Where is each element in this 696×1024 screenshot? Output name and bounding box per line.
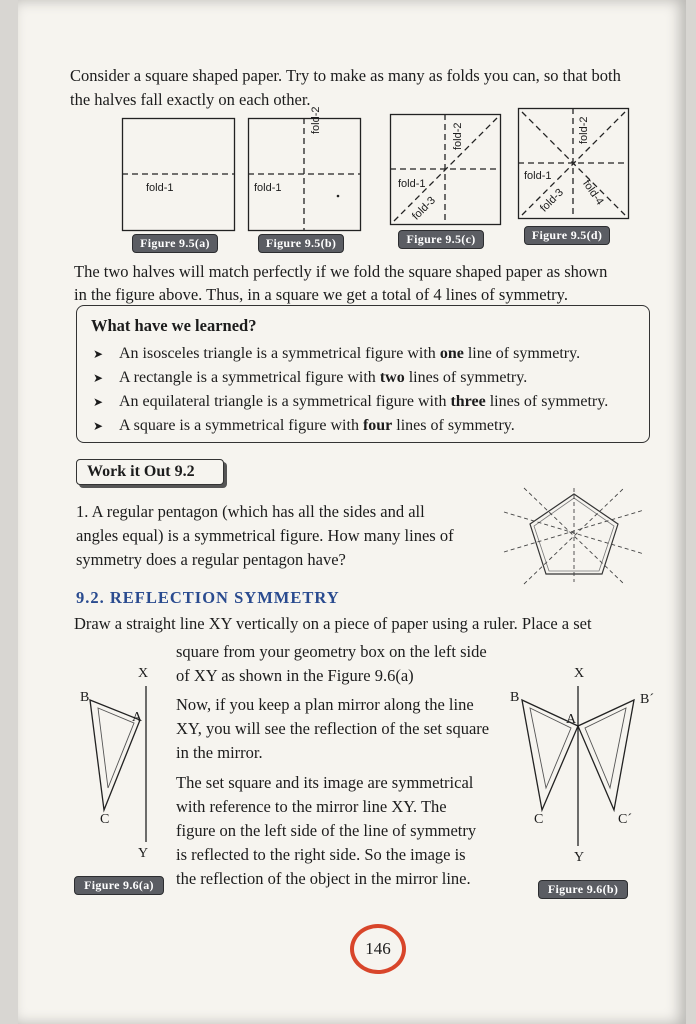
fold-label: fold-1 — [254, 182, 282, 194]
figure-label: Figure 9.5(c) — [398, 230, 484, 249]
learned-item: ➤ An equilateral triangle is a symmetrical figure with three lines of symmetry. — [93, 391, 608, 413]
para-line: Now, if you keep a plan mirror along the line — [176, 695, 474, 714]
figure-label: Figure 9.5(a) — [132, 234, 218, 253]
label-x: X — [138, 666, 149, 681]
square-d-drawing — [518, 108, 630, 220]
figure-label: Figure 9.6(b) — [538, 880, 628, 899]
arrow-bullet-icon: ➤ — [93, 371, 104, 385]
square-a-drawing — [122, 118, 236, 234]
para-line: figure on the left side of the line of symmetry — [176, 821, 477, 840]
label-c-prime: C´ — [618, 812, 632, 827]
learned-item: ➤ An isosceles triangle is a symmetrical figure with one line of symmetry. — [93, 343, 580, 365]
arrow-bullet-icon: ➤ — [93, 419, 104, 433]
para-line: in the mirror. — [176, 743, 263, 762]
learned-item: ➤ A rectangle is a symmetrical figure with two lines of symmetry. — [93, 367, 527, 389]
fold-label: fold-1 — [398, 178, 426, 190]
para-line: the reflection of the object in the mirror line. — [176, 869, 471, 888]
intro-line-1: Consider a square shaped paper. Try to make as many as folds you can, so that both — [70, 66, 621, 85]
label-x: X — [574, 666, 585, 681]
figure-label: Figure 9.6(a) — [74, 876, 164, 895]
work-it-out-heading: Work it Out 9.2 — [76, 459, 224, 485]
page-number: 146 — [350, 924, 406, 974]
para-line: XY, you will see the reflection of the set square — [176, 719, 490, 738]
para-line: of XY as shown in the Figure 9.6(a) — [176, 666, 414, 685]
square-c-drawing — [390, 114, 502, 226]
learned-box — [76, 305, 650, 443]
summary-line-2: in the figure above. Thus, in a square we get a total of 4 lines of symmetry. — [74, 285, 568, 304]
label-c: C — [534, 812, 544, 827]
label-b-prime: B´ — [640, 692, 654, 707]
pentagon-diagram — [504, 488, 644, 584]
fold-label: fold-3 — [538, 186, 566, 215]
arrow-bullet-icon: ➤ — [93, 347, 104, 361]
fold-label: fold-3 — [410, 194, 438, 223]
section-line-1: Draw a straight line XY vertically on a piece of paper using a ruler. Place a set — [74, 614, 592, 633]
textbook-page — [18, 0, 686, 1024]
section-heading: 9.2. REFLECTION SYMMETRY — [76, 588, 340, 607]
figure-label: Figure 9.5(b) — [258, 234, 344, 253]
square-b-drawing — [248, 118, 362, 234]
fold-label: fold-1 — [524, 170, 552, 182]
figure-label: Figure 9.5(d) — [524, 226, 610, 245]
set-square-drawing — [84, 686, 164, 846]
arrow-bullet-icon: ➤ — [93, 395, 104, 409]
fold-label: fold-4 — [580, 178, 606, 208]
fold-label: fold-2 — [578, 116, 590, 144]
fold-label: fold-2 — [452, 122, 464, 150]
label-c: C — [100, 812, 110, 827]
learned-item: ➤ A square is a symmetrical figure with four lines of symmetry. — [93, 415, 515, 437]
label-a: A — [566, 712, 577, 727]
para-line: is reflected to the right side. So the image is — [176, 845, 466, 864]
para-line: with reference to the mirror line XY. The — [176, 797, 447, 816]
label-b: B — [510, 690, 520, 705]
para-line: square from your geometry box on the left side — [176, 642, 487, 661]
question-line-1: 1. A regular pentagon (which has all the sides and all — [76, 502, 425, 521]
question-line-2: angles equal) is a symmetrical figure. How many lines of — [76, 526, 454, 545]
label-y: Y — [574, 850, 585, 865]
summary-line-1: The two halves will match perfectly if we fold the square shaped paper as shown — [74, 262, 608, 281]
question-line-3: symmetry does a regular pentagon have? — [76, 550, 346, 569]
learned-title: What have we learned? — [91, 316, 257, 335]
label-a: A — [132, 710, 143, 725]
label-b: B — [80, 690, 90, 705]
intro-line-2: the halves fall exactly on each other. — [70, 90, 311, 109]
fold-label: fold-2 — [310, 106, 322, 134]
fold-label: fold-1 — [146, 182, 174, 194]
label-y: Y — [138, 846, 149, 861]
para-line: The set square and its image are symmetrical — [176, 773, 474, 792]
